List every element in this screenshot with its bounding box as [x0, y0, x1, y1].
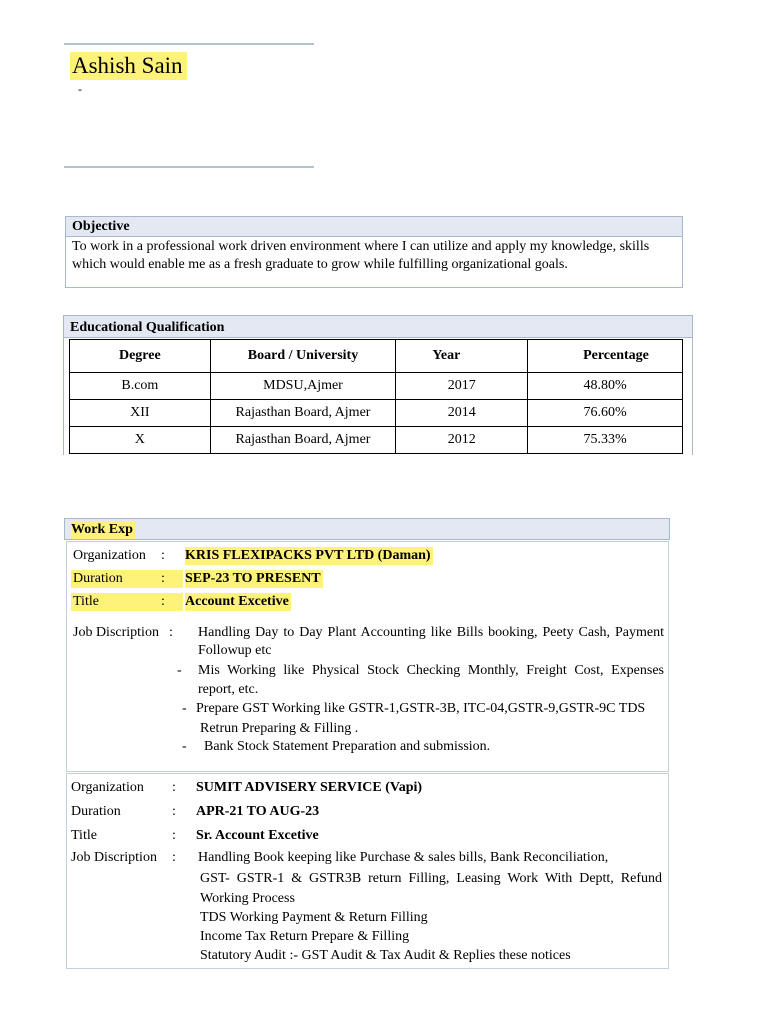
name-tick-mark: - [78, 82, 82, 96]
job2-desc-4: Income Tax Return Prepare & Filling [200, 929, 410, 944]
board-cell: Rajasthan Board, Ajmer [210, 400, 396, 427]
job2-org-label: Organization [71, 780, 144, 795]
job1-duration-label: Duration [71, 570, 183, 588]
job1-title-label: Title [71, 593, 183, 611]
job2-desc-5: Statutory Audit :- GST Audit & Tax Audit & Replies these notices [200, 948, 571, 963]
column-header-year: Year [396, 340, 528, 373]
job1-title-value: Account Excetive [185, 594, 289, 609]
table-row [70, 427, 683, 454]
job-2-block [66, 773, 669, 969]
job2-duration-value: APR-21 TO AUG-23 [196, 804, 320, 819]
job2-title-label: Title [71, 828, 97, 843]
job2-desc-label: Job Discription [71, 850, 157, 865]
job1-dash-2: - [177, 663, 182, 678]
work-exp-heading: Work Exp [71, 521, 136, 539]
job2-title-value: Sr. Account Excetive [196, 828, 319, 843]
job1-dash-4: - [182, 739, 187, 754]
job1-org-label: Organization [73, 548, 146, 563]
column-header-board: Board / University [210, 340, 396, 373]
job1-desc-label: Job Discription [73, 625, 159, 640]
degree-cell: XII [70, 400, 211, 427]
job1-desc-3-line-1: Prepare GST Working like GSTR-1,GSTR-3B, ITC-04,GSTR-9,GSTR-9C TDS [196, 701, 646, 716]
job2-org-colon: : [172, 780, 176, 795]
job2-desc-3: TDS Working Payment & Return Filling [200, 910, 428, 925]
column-header-degree: Degree [70, 340, 211, 373]
job2-desc-2-line-1: GST- GSTR-1 & GSTR3B return Filling, Leasing Work With Deptt, Refund [200, 871, 662, 886]
board-cell: Rajasthan Board, Ajmer [210, 427, 396, 454]
job1-desc-2-line-2: report, etc. [198, 682, 259, 697]
job1-dash-3: - [182, 701, 187, 716]
table-row [70, 400, 683, 427]
percentage-cell: 75.33% [528, 427, 683, 454]
job1-org-value: KRIS FLEXIPACKS PVT LTD (Daman) [185, 548, 431, 563]
job1-duration-colon: : [161, 571, 165, 586]
year-cell: 2014 [396, 400, 528, 427]
candidate-name: Ashish Sain [70, 52, 187, 80]
job1-desc-4: Bank Stock Statement Preparation and submission. [204, 739, 491, 754]
job1-duration-value: SEP-23 TO PRESENT [185, 571, 321, 586]
degree-cell: X [70, 427, 211, 454]
degree-cell: B.com [70, 373, 211, 400]
job2-duration-label: Duration [71, 804, 121, 819]
top-rule [64, 43, 314, 45]
job2-desc-2-line-2: Working Process [200, 891, 295, 906]
education-heading: Educational Qualification [64, 316, 692, 338]
header-bottom-rule [64, 166, 314, 168]
objective-line-1: To work in a professional work driven environment where I can utilize and apply my knowledge, skills [72, 239, 650, 254]
education-table [69, 339, 683, 454]
job1-desc-3-line-2: Retrun Preparing & Filling . [200, 721, 359, 736]
job2-org-value: SUMIT ADVISERY SERVICE (Vapi) [196, 780, 423, 795]
percentage-cell: 76.60% [528, 400, 683, 427]
column-header-percentage: Percentage [528, 340, 683, 373]
job1-desc-colon: : [169, 625, 173, 640]
job2-desc-1: Handling Book keeping like Purchase & sales bills, Bank Reconciliation, [198, 850, 609, 865]
year-cell: 2017 [396, 373, 528, 400]
work-exp-section [64, 518, 670, 540]
education-header-row [70, 340, 683, 373]
job2-duration-colon: : [172, 804, 176, 819]
objective-line-2: which would enable me as a fresh graduate to grow while fulfilling organizational goals. [72, 257, 568, 272]
objective-text [66, 237, 682, 275]
board-cell: MDSU,Ajmer [210, 373, 396, 400]
job1-desc-1-line-2: Followup etc [198, 643, 272, 658]
objective-heading: Objective [66, 217, 682, 237]
percentage-cell: 48.80% [528, 373, 683, 400]
objective-section [65, 216, 683, 288]
year-cell: 2012 [396, 427, 528, 454]
job1-org-colon: : [161, 548, 165, 563]
job1-title-colon: : [161, 594, 165, 609]
job1-desc-2-line-1: Mis Working like Physical Stock Checking Monthly, Freight Cost, Expenses [198, 663, 664, 678]
table-row [70, 373, 683, 400]
job1-desc-1-line-1: Handling Day to Day Plant Accounting like Bills booking, Peety Cash, Payment [198, 625, 664, 640]
job2-title-colon: : [172, 828, 176, 843]
job-1-block [66, 541, 669, 772]
job2-desc-colon: : [172, 850, 176, 865]
